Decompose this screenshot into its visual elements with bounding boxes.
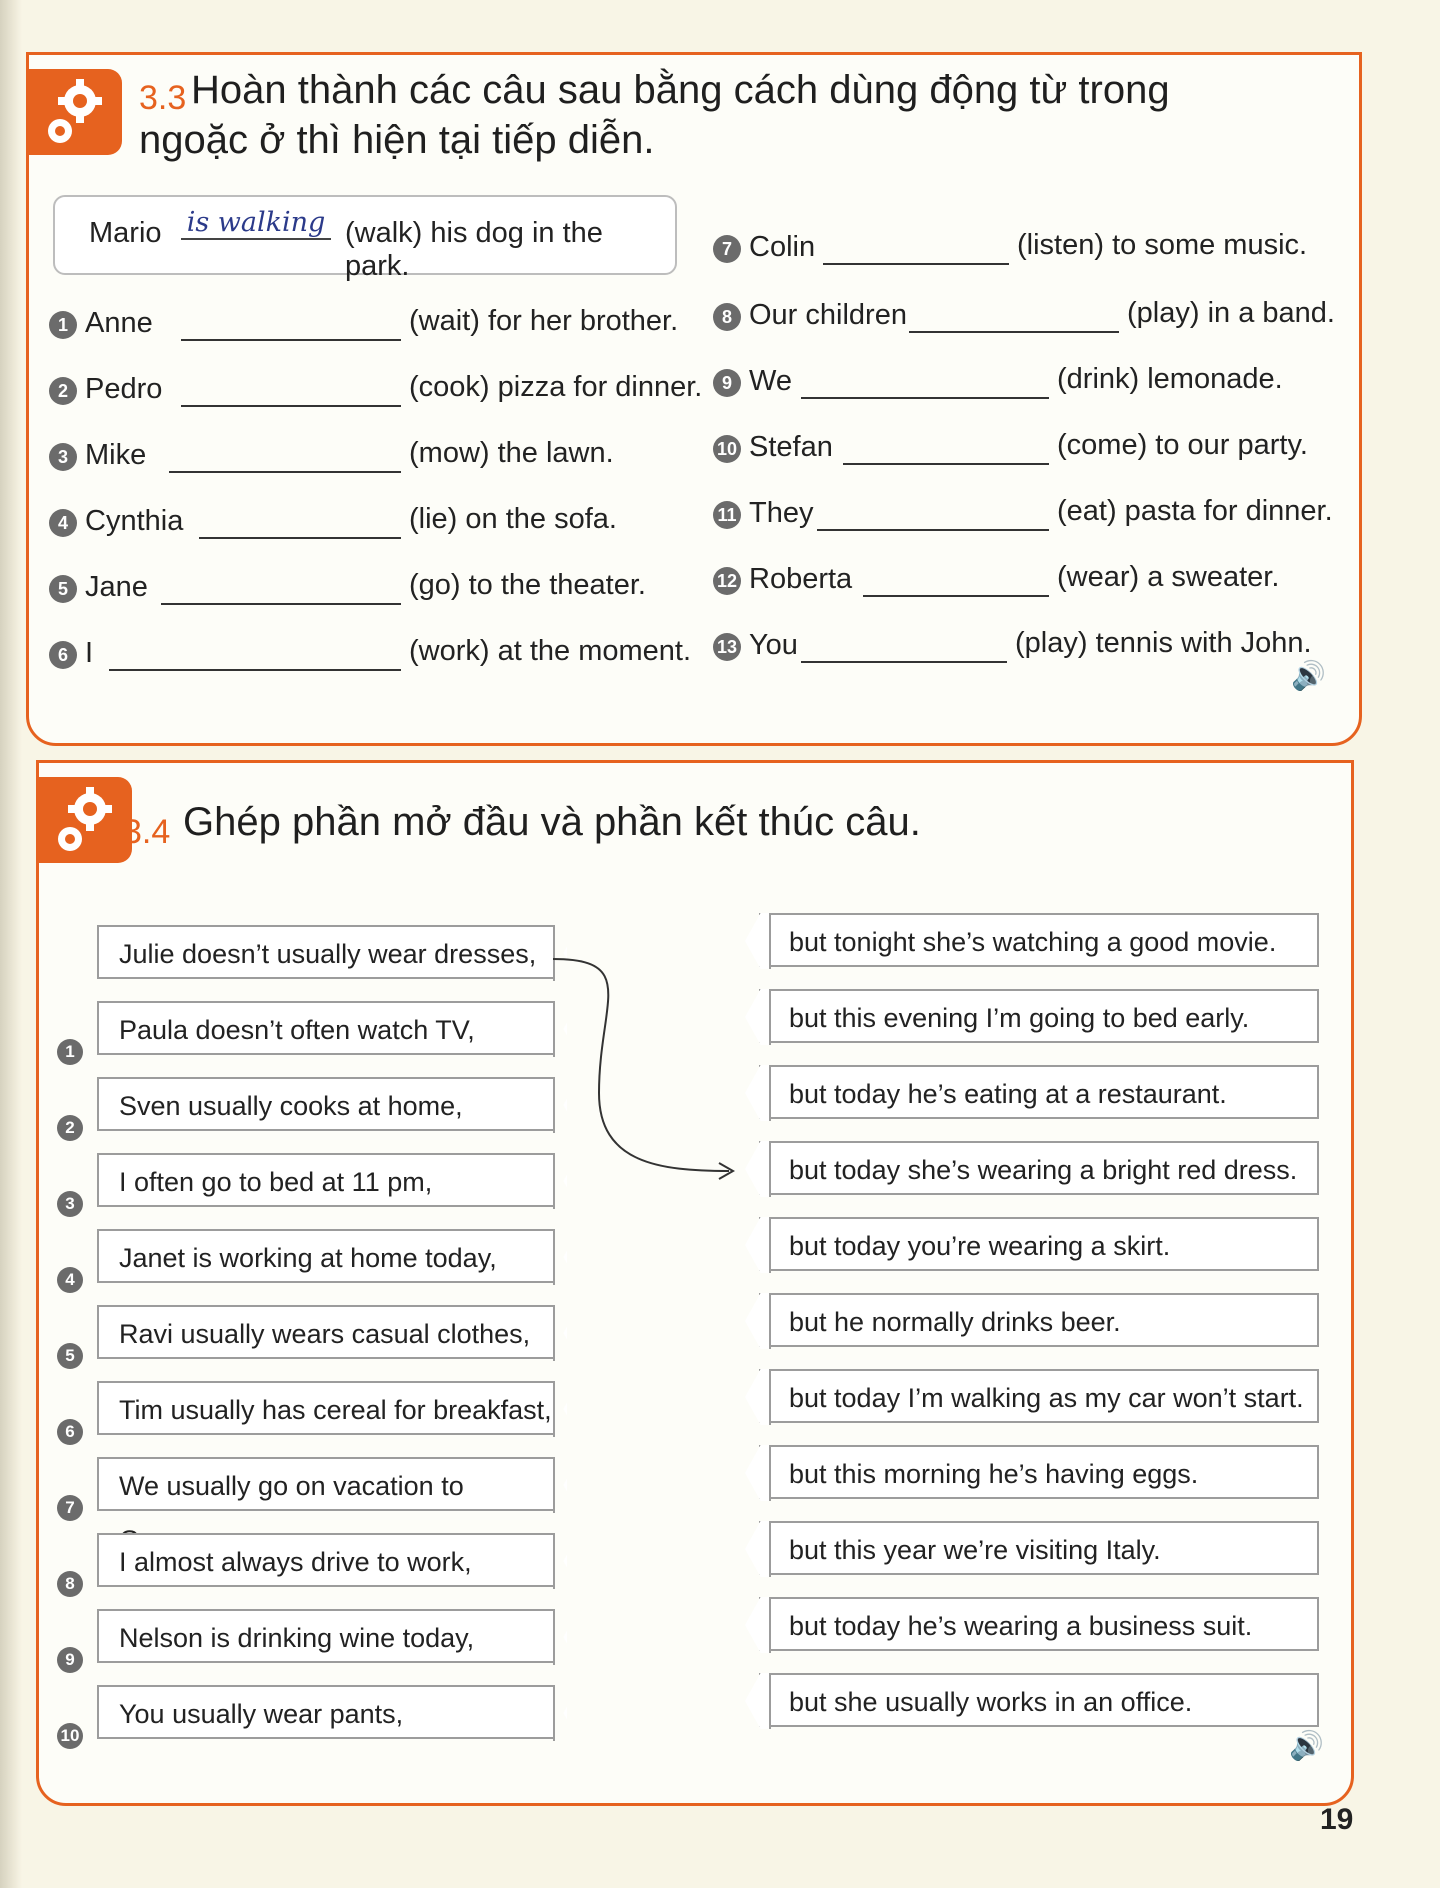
- exercise-3-3: Hoàn thành các câu sau bằng cách dùng động từ trong ngoặc ở thì hiện tại tiếp diễn. 3.3 Mario is walking (walk) his dog in the park. 1 Anne (wait) for her brother. 2 Pedro (cook) pizza for dinner. 3 Mike (mow) the lawn. 4 Cynthia (lie) on the sofa. 5 Jane (go) to the theater. 6 I (work) at the moment. 7 Colin (listen) to some music. 8 Our children (play) in a band. 9 We (drink) lemonade. 10 Stefan (come) to our party. 11 They (eat) pasta for dinner. 12 Roberta (wear) a sweater. 13 You (play) tennis with John. 🔊: [26, 52, 1362, 746]
- sentence-end[interactable]: but this year we’re visiting Italy.: [759, 1521, 1319, 1575]
- item-number: 1: [57, 1039, 83, 1065]
- page-gutter: [0, 0, 22, 1888]
- item-number: 5: [57, 1343, 83, 1369]
- exercise-3-4: [36, 760, 1354, 1806]
- answer-blank[interactable]: [843, 463, 1049, 465]
- sentence-end[interactable]: but this morning he’s having eggs.: [759, 1445, 1319, 1499]
- answer-blank[interactable]: [801, 397, 1049, 399]
- sentence-end[interactable]: but today he’s wearing a business suit.: [759, 1597, 1319, 1651]
- example-rest: (walk) his dog in the park.: [345, 217, 603, 282]
- answer-blank[interactable]: [109, 669, 401, 671]
- exercise-number: 3.3: [139, 79, 187, 117]
- sentence-start[interactable]: Ravi usually wears casual clothes,: [97, 1305, 567, 1359]
- answer-blank[interactable]: [161, 603, 401, 605]
- exercise-title: Ghép phần mở đầu và phần kết thúc câu.: [183, 800, 921, 844]
- answer-blank[interactable]: [823, 263, 1009, 265]
- sentence-start[interactable]: We usually go on vacation to: [97, 1457, 567, 1511]
- item-number: 4: [57, 1267, 83, 1293]
- sentence-end[interactable]: but she usually works in an office.: [759, 1673, 1319, 1727]
- answer-blank[interactable]: [801, 661, 1007, 663]
- answer-blank[interactable]: [909, 331, 1119, 333]
- example-answer: is walking: [181, 207, 331, 240]
- exercise-title: Hoàn thành các câu sau bằng cách dùng động từ trong ngoặc ở thì hiện tại tiếp diễn.: [139, 68, 1170, 162]
- answer-blank[interactable]: [199, 537, 401, 539]
- sentence-start[interactable]: Janet is working at home today,: [97, 1229, 567, 1283]
- sentence-end[interactable]: but today he’s eating at a restaurant.: [759, 1065, 1319, 1119]
- answer-blank[interactable]: [181, 339, 401, 341]
- sentence-end[interactable]: but this evening I’m going to bed early.: [759, 989, 1319, 1043]
- sentence-end[interactable]: but he normally drinks beer.: [759, 1293, 1319, 1347]
- sentence-end[interactable]: but today she’s wearing a bright red dress.: [759, 1141, 1319, 1195]
- sentence-start[interactable]: Tim usually has cereal for breakfast,: [97, 1381, 567, 1435]
- answer-blank[interactable]: [817, 529, 1049, 531]
- sentence-end[interactable]: but today I’m walking as my car won’t start.: [759, 1369, 1319, 1423]
- audio-speaker-icon[interactable]: 🔊: [1289, 1730, 1324, 1761]
- exercise-number: 3.4: [123, 813, 171, 851]
- example-match-arrow: [39, 763, 799, 1203]
- item-number: 7: [57, 1495, 83, 1521]
- example-subject: Mario: [89, 217, 162, 249]
- audio-speaker-icon[interactable]: 🔊: [1291, 660, 1326, 691]
- example-sentence: [53, 195, 677, 282]
- sentence-start[interactable]: Paula doesn’t often watch TV,: [97, 1001, 567, 1055]
- sentence-end[interactable]: but tonight she’s watching a good movie.: [759, 913, 1319, 967]
- exercise-tab: [26, 69, 122, 155]
- gear-icon: [44, 75, 106, 149]
- item-number: 10: [57, 1723, 83, 1749]
- page-number: 19: [1320, 1803, 1354, 1836]
- sentence-start[interactable]: I almost always drive to work,: [97, 1533, 567, 1587]
- sentence-start[interactable]: I often go to bed at 11 pm,: [97, 1153, 567, 1207]
- answer-blank[interactable]: [181, 405, 401, 407]
- answer-blank[interactable]: [169, 471, 401, 473]
- sentence-start[interactable]: You usually wear pants,: [97, 1685, 567, 1739]
- sentence-start[interactable]: Julie doesn’t usually wear dresses,: [97, 925, 567, 979]
- item-number: 2: [57, 1115, 83, 1141]
- sentence-start[interactable]: Nelson is drinking wine today,: [97, 1609, 567, 1663]
- answer-blank[interactable]: [863, 595, 1049, 597]
- item-number: 9: [57, 1647, 83, 1673]
- sentence-end[interactable]: but today you’re wearing a skirt.: [759, 1217, 1319, 1271]
- sentence-start[interactable]: Sven usually cooks at home,: [97, 1077, 567, 1131]
- item-number: 3: [57, 1191, 83, 1217]
- item-number: 8: [57, 1571, 83, 1597]
- item-number: 6: [57, 1419, 83, 1445]
